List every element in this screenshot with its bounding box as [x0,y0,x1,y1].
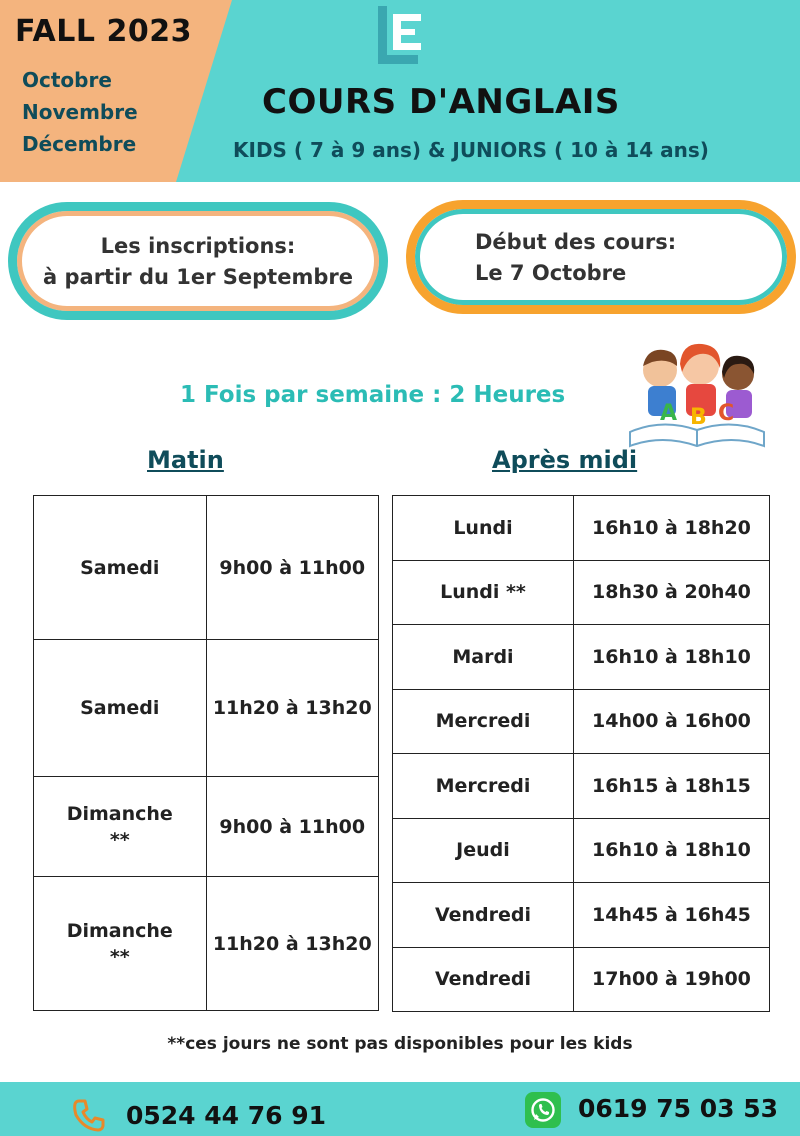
table-row [393,883,770,948]
registration-line1: Les inscriptions: [100,234,296,258]
start-date-text [475,227,676,289]
frequency-text: 1 Fois par semaine : 2 Heures [180,382,566,408]
time-cell: 14h00 à 16h00 [573,689,769,754]
time-cell: 16h10 à 18h20 [573,496,769,561]
phone-icon [72,1098,106,1132]
month-item: Novembre [22,100,138,124]
day-cell: Mardi [393,625,574,690]
registration-text [17,231,379,293]
day-cell: Lundi ** [393,560,574,625]
day-cell: Lundi [393,496,574,561]
afternoon-schedule-table [392,495,770,1012]
day-cell: Vendredi [393,947,574,1012]
table-row [34,640,379,777]
season-title: FALL 2023 [15,14,192,49]
day-cell: Vendredi [393,883,574,948]
month-item: Octobre [22,68,112,92]
table-row [393,689,770,754]
footnote: **ces jours ne sont pas disponibles pour les kids [167,1034,633,1054]
table-row [393,625,770,690]
table-row [393,818,770,883]
letter-a: A [660,401,678,426]
kids-abc-illustration [622,334,772,452]
course-subtitle: KIDS ( 7 à 9 ans) & JUNIORS ( 10 à 14 ans) [233,138,709,162]
day-cell: Mercredi [393,689,574,754]
table-row [393,754,770,819]
whatsapp-number[interactable]: 0619 75 03 53 [578,1094,779,1123]
day-cell: Samedi [34,640,207,777]
table-row [34,496,379,640]
months-list [22,64,138,160]
table-row [34,877,379,1011]
table-row [393,496,770,561]
day-cell: Jeudi [393,818,574,883]
start-line2: Le 7 Octobre [475,261,627,285]
time-cell: 11h20 à 13h20 [206,877,379,1011]
morning-schedule-table [33,495,379,1011]
time-cell: 16h10 à 18h10 [573,818,769,883]
letter-b: B [690,405,707,430]
day-cell: Dimanche ** [34,777,207,877]
table-row [393,947,770,1012]
day-cell: Samedi [34,496,207,640]
table-row [34,777,379,877]
day-cell: Dimanche ** [34,877,207,1011]
registration-line2: à partir du 1er Septembre [43,265,353,289]
course-title: COURS D'ANGLAIS [262,82,620,122]
start-date-pill [406,200,796,314]
time-cell: 16h15 à 18h15 [573,754,769,819]
morning-heading: Matin [147,446,224,474]
time-cell: 11h20 à 13h20 [206,640,379,777]
phone-number[interactable]: 0524 44 76 91 [126,1101,327,1130]
time-cell: 18h30 à 20h40 [573,560,769,625]
start-line1: Début des cours: [475,230,677,254]
table-row [393,560,770,625]
month-item: Décembre [22,132,137,156]
afternoon-heading: Après midi [492,446,638,474]
time-cell: 17h00 à 19h00 [573,947,769,1012]
whatsapp-icon [525,1092,561,1128]
letter-c: C [718,401,735,426]
time-cell: 9h00 à 11h00 [206,496,379,640]
logo-icon [378,6,424,64]
time-cell: 14h45 à 16h45 [573,883,769,948]
time-cell: 9h00 à 11h00 [206,777,379,877]
day-cell: Mercredi [393,754,574,819]
time-cell: 16h10 à 18h10 [573,625,769,690]
registration-pill [8,202,388,320]
